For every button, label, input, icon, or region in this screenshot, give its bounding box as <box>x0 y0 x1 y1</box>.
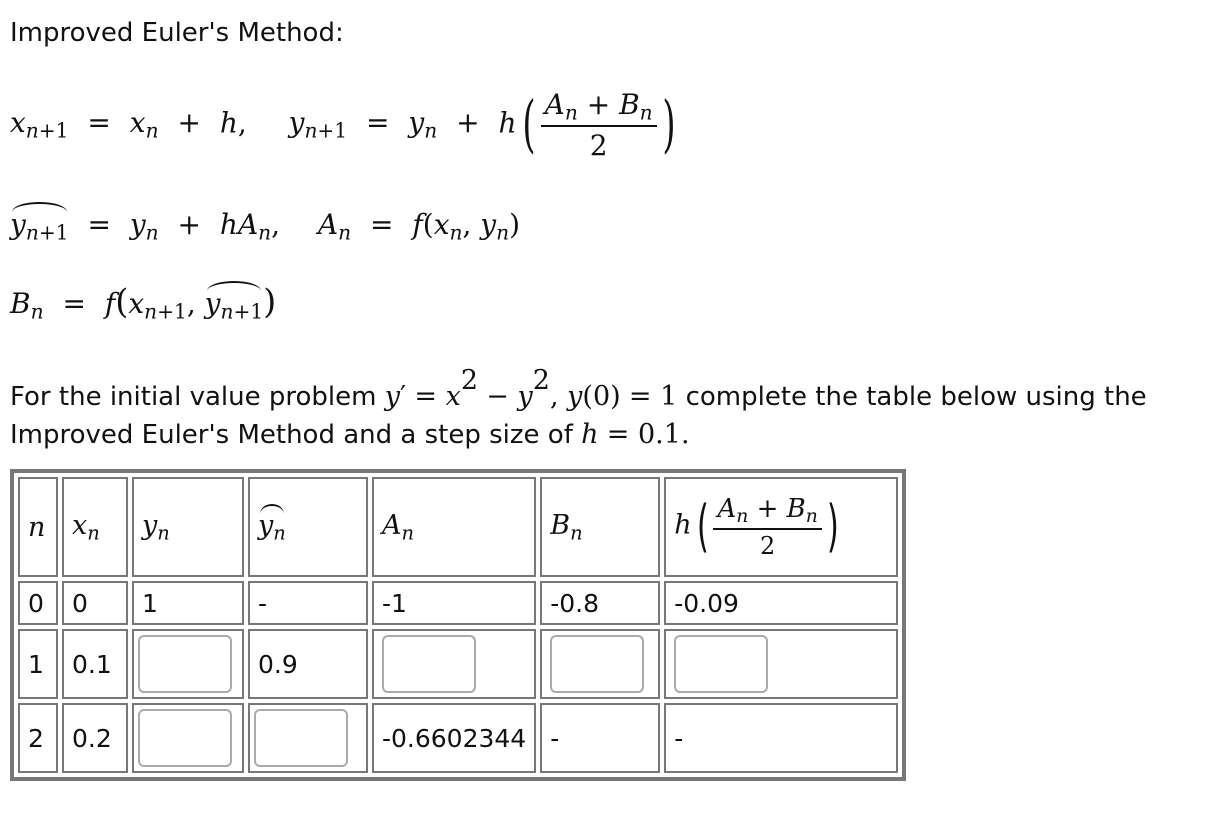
cell-yn-tilde <box>248 703 368 773</box>
cell-an: -0.6602344 <box>372 703 536 773</box>
table-row <box>18 703 898 773</box>
cell-yn <box>132 703 244 773</box>
equation-corrector: $B_n = f(x_{n+1}$, $y_{n+1}$) <box>10 282 277 324</box>
cell-yn <box>132 629 244 699</box>
header-n: n <box>18 477 58 577</box>
header-yn: $y_n$ <box>132 477 244 577</box>
cell-h-average: -0.09 <box>664 581 898 625</box>
initial-value: 1 <box>660 381 678 413</box>
problem-complete-text: complete the table below using the <box>685 382 1147 413</box>
answer-input-y1[interactable] <box>138 635 232 693</box>
equation-predictor: $y_{n+1} = y_n + hA_n$, $A_n = f(x_n$, $y_n$) <box>10 208 521 245</box>
table-row <box>18 629 898 699</box>
problem-statement: For the initial value problem y′ = x2 − y2, y(0) = 1 complete the table below using the Improved Euler's Method and a step size of h = 0.1. <box>10 365 1147 451</box>
cell-n: 1 <box>18 629 58 699</box>
page-title: Improved Euler's Method: <box>10 18 344 48</box>
header-h-average: h( $\frac{A_n + B_n}{2}$ ) <box>664 477 898 577</box>
answer-input-ytilde2[interactable] <box>254 709 348 767</box>
header-an: $A_n$ <box>372 477 536 577</box>
problem-method-text: Improved Euler's Method and a step size of <box>10 420 573 451</box>
problem-intro-text: For the initial value problem <box>10 382 377 413</box>
cell-xn: 0.1 <box>62 629 128 699</box>
answer-input-b1[interactable] <box>550 635 644 693</box>
header-yn-tilde: $y_n$ <box>248 477 368 577</box>
cell-yn-tilde: - <box>248 581 368 625</box>
answer-input-havg1[interactable] <box>674 635 768 693</box>
cell-xn: 0 <box>62 581 128 625</box>
cell-bn: - <box>540 703 660 773</box>
header-bn: $B_n$ <box>540 477 660 577</box>
equation-update-rule: $x_{n+1} = x_n + h$, $y_{n+1} = y_n + h$( $\frac{A_n + B_n}{2}$ ) <box>10 88 676 162</box>
cell-h-average <box>664 629 898 699</box>
cell-bn: -0.8 <box>540 581 660 625</box>
step-size-value: 0.1 <box>638 419 681 451</box>
header-xn: $x_n$ <box>62 477 128 577</box>
cell-yn: 1 <box>132 581 244 625</box>
table-header-row <box>18 477 898 577</box>
table-row <box>18 581 898 625</box>
euler-table <box>10 469 906 781</box>
cell-xn: 0.2 <box>62 703 128 773</box>
cell-an <box>372 629 536 699</box>
cell-n: 0 <box>18 581 58 625</box>
cell-h-average: - <box>664 703 898 773</box>
cell-an: -1 <box>372 581 536 625</box>
cell-yn-tilde: 0.9 <box>248 629 368 699</box>
answer-input-y2[interactable] <box>138 709 232 767</box>
cell-n: 2 <box>18 703 58 773</box>
cell-bn <box>540 629 660 699</box>
answer-input-a1[interactable] <box>382 635 476 693</box>
